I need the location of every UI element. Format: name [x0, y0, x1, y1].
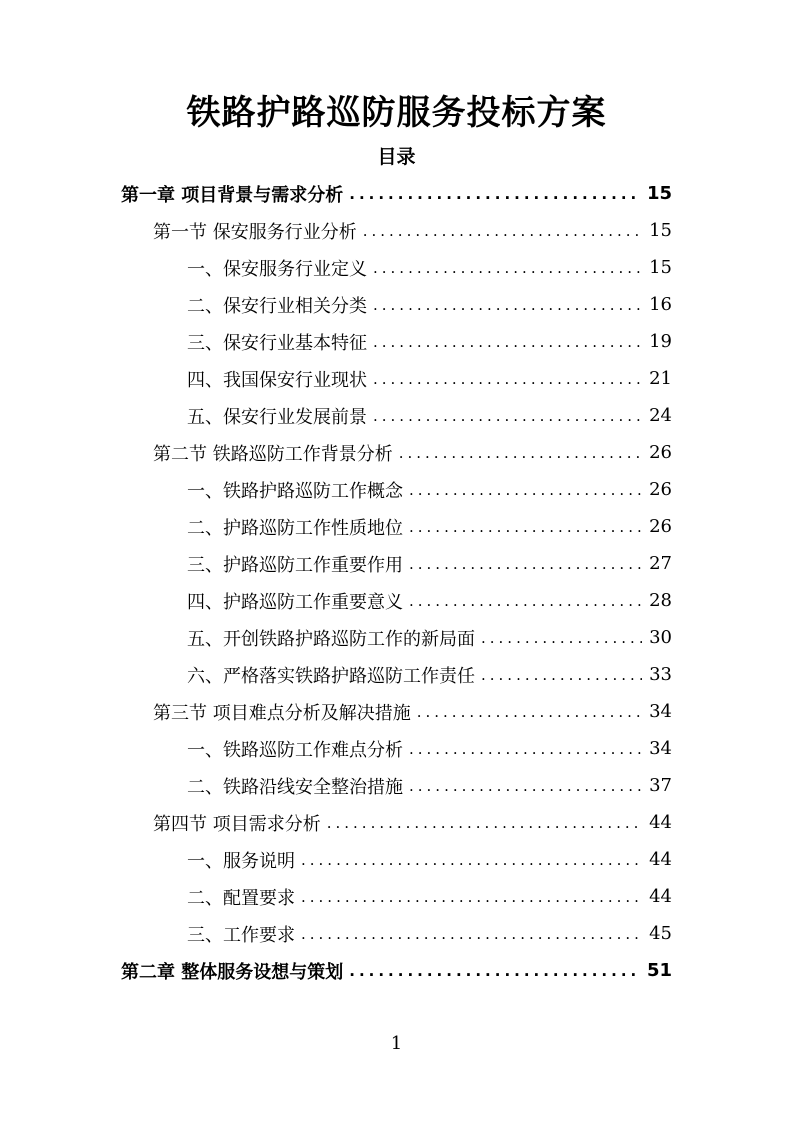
toc-page-number: 30 [649, 627, 672, 648]
toc-dot-leader [409, 777, 642, 795]
toc-page-number: 44 [649, 886, 672, 907]
toc-page-number: 28 [649, 590, 672, 611]
toc-entry-text: 第二章 整体服务设想与策划 [121, 961, 344, 983]
toc-page-number: 15 [646, 183, 672, 204]
document-title: 铁路护路巡防服务投标方案 [186, 93, 607, 133]
toc-entry-text: 三、工作要求 [187, 924, 295, 946]
toc-item[interactable] [187, 841, 672, 878]
toc-item[interactable] [187, 323, 672, 360]
toc-page-number: 19 [649, 331, 672, 352]
toc-page-number: 45 [649, 923, 672, 944]
toc-dot-leader [373, 370, 642, 388]
toc-page-number: 21 [649, 368, 672, 389]
toc-page-number: 24 [649, 405, 672, 426]
toc-entry-text: 四、护路巡防工作重要意义 [187, 591, 403, 613]
toc-dot-leader [409, 555, 642, 573]
toc-item[interactable] [187, 582, 672, 619]
toc-item[interactable] [187, 397, 672, 434]
toc-chapter-2[interactable] [121, 952, 672, 989]
toc-section-1-3[interactable] [153, 693, 672, 730]
toc-section-1-4[interactable] [153, 804, 672, 841]
toc-dot-leader [349, 962, 641, 980]
toc-entry-text: 四、我国保安行业现状 [187, 369, 367, 391]
toc-item[interactable] [187, 915, 672, 952]
toc-heading: 目录 [377, 146, 416, 168]
toc-page-number: 27 [649, 553, 672, 574]
toc-entry-text: 一、服务说明 [187, 850, 295, 872]
toc-dot-leader [481, 629, 642, 647]
toc-dot-leader [373, 333, 642, 351]
toc-chapter-1[interactable] [121, 175, 672, 212]
toc-item[interactable] [187, 656, 672, 693]
toc-entry-text: 第四节 项目需求分析 [153, 813, 321, 835]
toc-dot-leader [417, 703, 642, 721]
toc-item[interactable] [187, 767, 672, 804]
toc-page-number: 34 [649, 738, 672, 759]
toc-page-number: 26 [649, 442, 672, 463]
toc-entry-text: 二、保安行业相关分类 [187, 295, 367, 317]
toc-dot-leader [301, 925, 642, 943]
toc-page-number: 26 [649, 516, 672, 537]
toc-dot-leader [373, 407, 642, 425]
toc-item[interactable] [187, 471, 672, 508]
toc-dot-leader [481, 666, 642, 684]
toc-page-number: 44 [649, 849, 672, 870]
toc-dot-leader [327, 814, 642, 832]
toc-entry-text: 第三节 项目难点分析及解决措施 [153, 702, 411, 724]
toc-dot-leader [373, 259, 642, 277]
toc-page-number: 51 [646, 960, 672, 981]
toc-page-number: 16 [649, 294, 672, 315]
toc-entry-text: 三、保安行业基本特征 [187, 332, 367, 354]
toc-item[interactable] [187, 249, 672, 286]
toc-dot-leader [409, 592, 642, 610]
toc-page-number: 15 [649, 257, 672, 278]
toc-dot-leader [409, 481, 642, 499]
toc-dot-leader [409, 518, 642, 536]
toc-page-number: 34 [649, 701, 672, 722]
toc-entry-text: 一、铁路护路巡防工作概念 [187, 480, 403, 502]
toc-item[interactable] [187, 508, 672, 545]
toc-page-number: 33 [649, 664, 672, 685]
toc-section-1-1[interactable] [153, 212, 672, 249]
toc-dot-leader [363, 222, 642, 240]
toc-entry-text: 二、铁路沿线安全整治措施 [187, 776, 403, 798]
toc-entry-text: 一、铁路巡防工作难点分析 [187, 739, 403, 761]
toc-entry-text: 五、保安行业发展前景 [187, 406, 367, 428]
toc-page-number: 37 [649, 775, 672, 796]
toc-dot-leader [301, 851, 642, 869]
toc-item[interactable] [187, 878, 672, 915]
toc-entry-text: 三、护路巡防工作重要作用 [187, 554, 403, 576]
toc-dot-leader [409, 740, 642, 758]
toc-page-number: 15 [649, 220, 672, 241]
toc-entry-text: 六、严格落实铁路护路巡防工作责任 [187, 665, 475, 687]
toc-dot-leader [373, 296, 642, 314]
page-number: 1 [390, 1033, 403, 1054]
toc-entry-text: 五、开创铁路护路巡防工作的新局面 [187, 628, 475, 650]
toc-section-1-2[interactable] [153, 434, 672, 471]
toc-item[interactable] [187, 730, 672, 767]
toc-entry-text: 第一节 保安服务行业分析 [153, 221, 357, 243]
toc-item[interactable] [187, 286, 672, 323]
toc-page-number: 26 [649, 479, 672, 500]
toc-item[interactable] [187, 619, 672, 656]
toc-entry-text: 二、配置要求 [187, 887, 295, 909]
toc-page-number: 44 [649, 812, 672, 833]
toc-item[interactable] [187, 545, 672, 582]
toc-entry-text: 第二节 铁路巡防工作背景分析 [153, 443, 393, 465]
toc-dot-leader [349, 185, 641, 203]
toc-dot-leader [399, 444, 642, 462]
toc-entry-text: 第一章 项目背景与需求分析 [121, 184, 344, 206]
toc-entry-text: 一、保安服务行业定义 [187, 258, 367, 280]
toc-dot-leader [301, 888, 642, 906]
toc-item[interactable] [187, 360, 672, 397]
toc-entry-text: 二、护路巡防工作性质地位 [187, 517, 403, 539]
